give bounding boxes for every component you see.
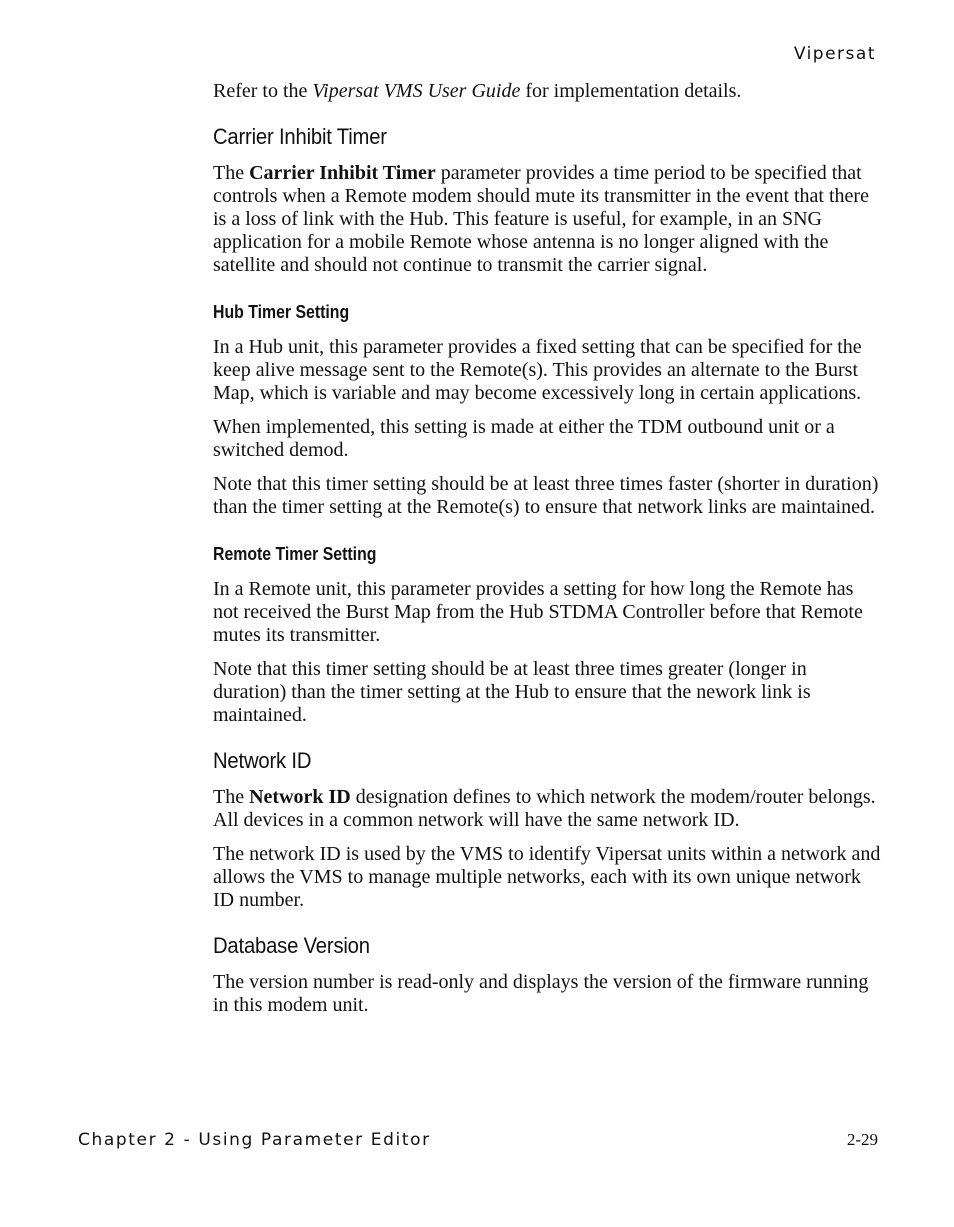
intro-paragraph	[213, 80, 883, 103]
carrier-inhibit-text-pre: The	[213, 162, 250, 184]
carrier-inhibit-text-post: parameter provides a time period to be specified that controls when a Remote modem should mute its transmitter in the event that there is a loss of link with the Hub. This feature is useful, for example, in an SNG application for a mobile Remote whose antenna is no longer aligned with the satellite and should not continue to transmit the carrier signal.	[213, 162, 869, 276]
network-id-paragraph-1	[213, 786, 883, 832]
subsection-heading-remote-timer-setting: Remote Timer Setting	[213, 544, 377, 564]
section-heading-database-version: Database Version	[213, 933, 370, 958]
hub-timer-paragraph-3: Note that this timer setting should be at least three times faster (shorter in duration) than the timer setting at the Remote(s) to ensure that network links are maintained.	[213, 473, 879, 518]
remote-timer-paragraph-2: Note that this timer setting should be at least three times greater (longer in duration) than the timer setting at the Hub to ensure that the nework link is maintained.	[213, 658, 811, 726]
network-id-text-post: designation defines to which network the modem/router belongs. All devices in a common network will have the same network ID.	[213, 786, 876, 831]
intro-text-pre: Refer to the	[213, 80, 313, 102]
footer-chapter-title: Chapter 2 - Using Parameter Editor	[78, 1130, 431, 1150]
page-body	[213, 80, 883, 1028]
intro-text-post: for implementation details.	[520, 80, 742, 102]
hub-timer-paragraph-2: When implemented, this setting is made at either the TDM outbound unit or a switched demod.	[213, 416, 835, 461]
subsection-heading-hub-timer-setting: Hub Timer Setting	[213, 302, 350, 322]
intro-guide-title: Vipersat VMS User Guide	[312, 80, 521, 102]
network-id-paragraph-2: The network ID is used by the VMS to identify Vipersat units within a network and allows the VMS to manage multiple networks, each with its own unique network ID number.	[213, 843, 881, 911]
carrier-inhibit-paragraph	[213, 162, 883, 277]
hub-timer-paragraph-1: In a Hub unit, this parameter provides a fixed setting that can be specified for the keep alive message sent to the Remote(s). This provides an alternate to the Burst Map, which is variable and may become excessively long in certain applications.	[213, 336, 862, 404]
section-heading-carrier-inhibit-timer: Carrier Inhibit Timer	[213, 124, 387, 149]
carrier-inhibit-term: Carrier Inhibit Timer	[249, 162, 436, 184]
running-header: Vipersat	[793, 44, 876, 64]
network-id-text-pre: The	[213, 786, 250, 808]
footer-page-number: 2-29	[846, 1130, 878, 1149]
section-heading-network-id: Network ID	[213, 748, 312, 773]
remote-timer-paragraph-1: In a Remote unit, this parameter provides a setting for how long the Remote has not received the Burst Map from the Hub STDMA Controller before that Remote mutes its transmitter.	[213, 578, 863, 646]
database-version-paragraph: The version number is read-only and displays the version of the firmware running in this modem unit.	[213, 971, 869, 1016]
network-id-term: Network ID	[249, 786, 351, 808]
